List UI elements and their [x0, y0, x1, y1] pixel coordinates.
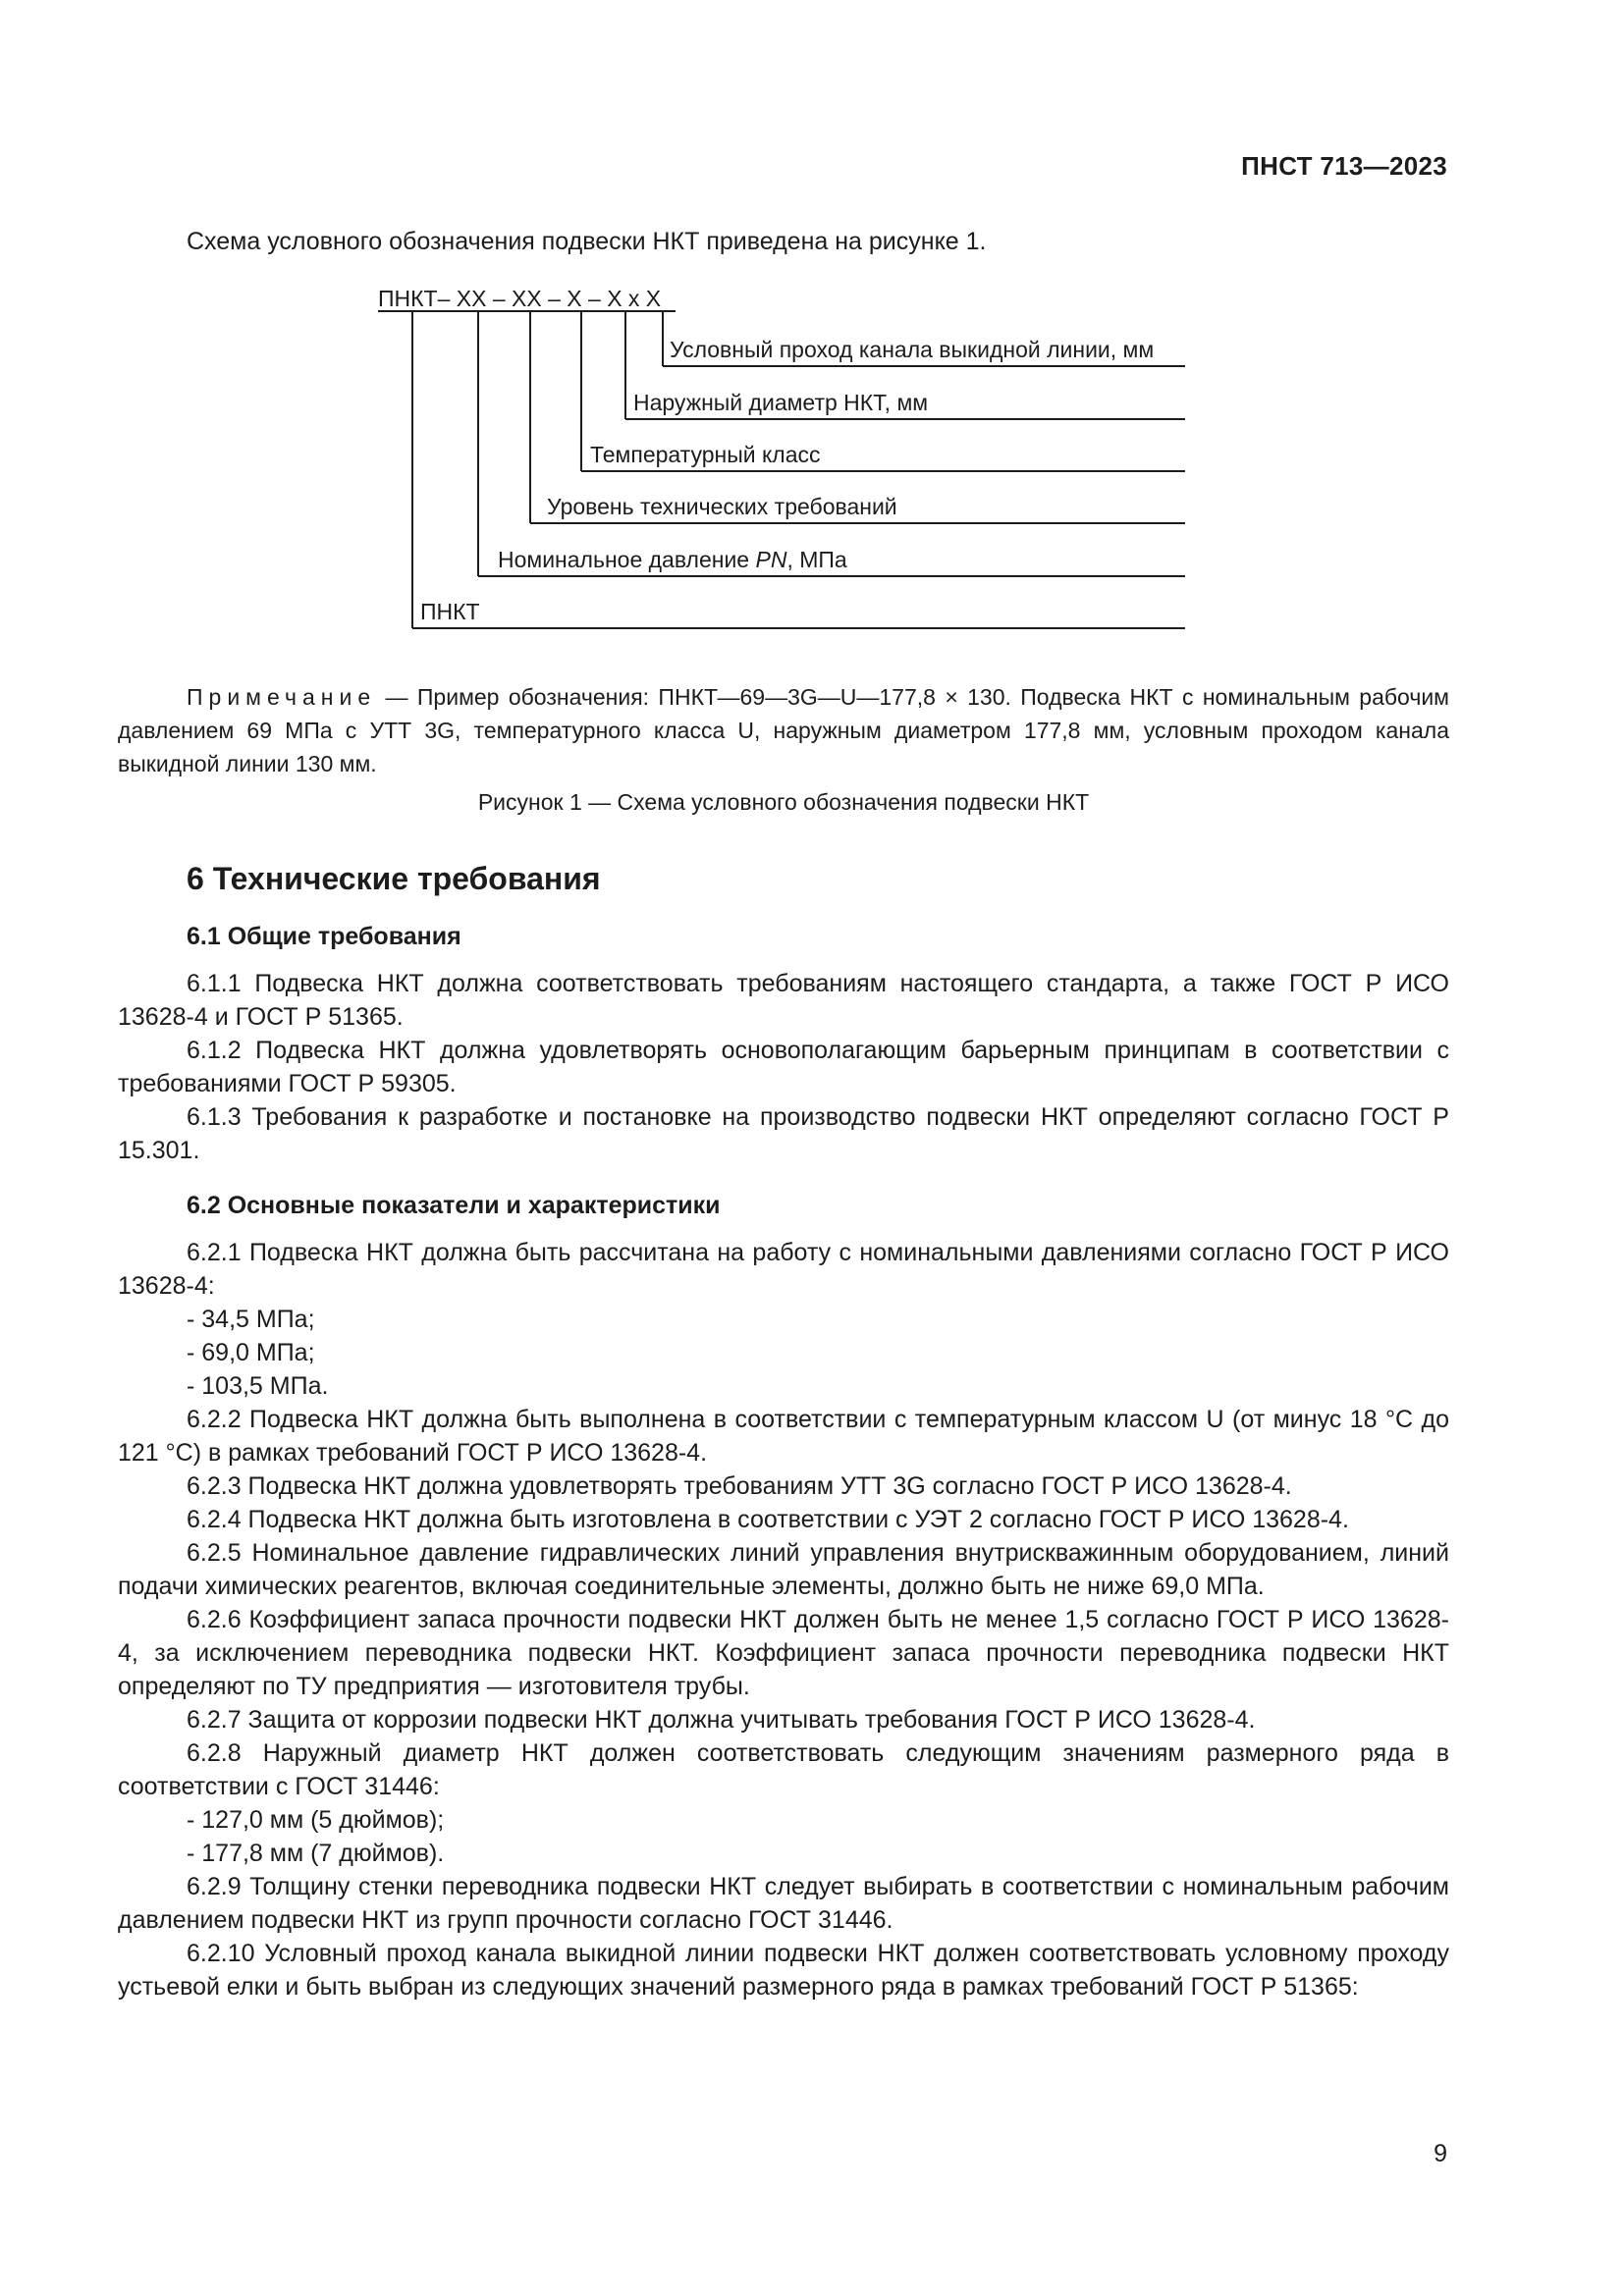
paragraph-6-2-1: 6.2.1 Подвеска НКТ должна быть рассчитана на работу с номинальными давлениями согласно ГОСТ Р ИСО 13628-4: — [118, 1239, 1449, 1300]
paragraph-6-1-1: 6.1.1 Подвеска НКТ должна соответствовать требованиям настоящего стандарта, а также ГОСТ Р ИСО 13628-4 и ГОСТ Р 51365. — [118, 970, 1449, 1031]
list-item-diameter: - 127,0 мм (5 дюймов); — [187, 1806, 445, 1834]
paragraph-6-2-6: 6.2.6 Коэффициент запаса прочности подвески НКТ должен быть не менее 1,5 согласно ГОСТ Р ИСО 13628-4, за исключением переводника подвески НКТ. Коэффициент запаса прочности переводника подвески НКТ определяют по ТУ предприятия — изготовителя трубы. — [118, 1606, 1449, 1700]
list-item-pressure: - 34,5 МПа; — [187, 1306, 315, 1333]
designation-code: ПНКТ– XX – XX – X – X x X — [378, 286, 662, 311]
label-nominal-pressure-text: Номинальное давление — [498, 547, 756, 572]
paragraph-6-1-2: 6.1.2 Подвеска НКТ должна удовлетворять основополагающим барьерным принципам в соответствии с требованиями ГОСТ Р 59305. — [118, 1037, 1449, 1097]
paragraph-6-2-10: 6.2.10 Условный проход канала выкидной линии подвески НКТ должен соответствовать условному проходу устьевой елки и быть выбран из следующих значений размерного ряда в рамках требований ГОСТ Р 51365: — [118, 1940, 1449, 2001]
note-text: — Пример обозначения: ПНКТ—69—3G—U—177,8 × 130. Подвеска НКТ с номинальным рабочим давлением 69 МПа с УТТ 3G, температурного класса U, наружным диаметром 177,8 мм, условным проходом канала выкидной линии 130 мм. — [118, 684, 1449, 776]
paragraph-6-1-3: 6.1.3 Требования к разработке и постановке на производство подвески НКТ определяют согласно ГОСТ Р 15.301. — [118, 1103, 1449, 1164]
paragraph-6-2-3: 6.2.3 Подвеска НКТ должна удовлетворять требованиям УТТ 3G согласно ГОСТ Р ИСО 13628-4. — [187, 1472, 1292, 1500]
paragraph-6-2-2: 6.2.2 Подвеска НКТ должна быть выполнена в соответствии с температурным классом U (от минус 18 °С до 121 °С) в рамках требований ГОСТ Р ИСО 13628-4. — [118, 1406, 1449, 1467]
figure-caption: Рисунок 1 — Схема условного обозначения подвески НКТ — [477, 789, 1090, 815]
paragraph-6-2-4: 6.2.4 Подвеска НКТ должна быть изготовлена в соответствии с УЭТ 2 согласно ГОСТ Р ИСО 13628-4. — [187, 1506, 1349, 1533]
document-id: ПНСТ 713—2023 — [1241, 151, 1447, 181]
figure-note — [118, 680, 1449, 780]
label-temperature-class: Температурный класс — [590, 442, 821, 467]
list-item-diameter: - 177,8 мм (7 дюймов). — [187, 1840, 445, 1867]
subsection-title-6-2: 6.2 Основные показатели и характеристики — [187, 1192, 721, 1219]
paragraph-6-2-8: 6.2.8 Наружный диаметр НКТ должен соответствовать следующим значениям размерного ряда в соответствии с ГОСТ 31446: — [118, 1739, 1449, 1800]
intro-text: Схема условного обозначения подвески НКТ приведена на рисунке 1. — [187, 228, 987, 255]
list-item-pressure: - 69,0 МПа; — [187, 1339, 315, 1366]
note-label: Примечание — [187, 684, 377, 710]
label-outlet-bore: Условный проход канала выкидной линии, мм — [670, 337, 1155, 362]
subsection-title-6-1: 6.1 Общие требования — [187, 923, 461, 950]
paragraph-6-2-9: 6.2.9 Толщину стенки переводника подвески НКТ следует выбирать в соответствии с номинальным рабочим давлением подвески НКТ из групп прочности согласно ГОСТ 31446. — [118, 1873, 1449, 1934]
label-pnkt: ПНКТ — [420, 599, 480, 624]
paragraphs-6-1 — [118, 967, 1449, 1167]
label-tubing-diameter: Наружный диаметр НКТ, мм — [633, 390, 929, 415]
label-pn-unit: , МПа — [786, 547, 847, 572]
label-nominal-pressure — [498, 547, 847, 572]
section-title: 6 Технические требования — [187, 861, 601, 896]
paragraph-6-2-7: 6.2.7 Защита от коррозии подвески НКТ должна учитывать требования ГОСТ Р ИСО 13628-4. — [187, 1706, 1256, 1734]
list-item-pressure: - 103,5 МПа. — [187, 1372, 329, 1400]
paragraphs-6-2 — [118, 1236, 1449, 2003]
label-pn-italic: PN — [755, 547, 787, 572]
paragraph-6-2-5: 6.2.5 Номинальное давление гидравлических линий управления внутрискважинным оборудованием, линий подачи химических реагентов, включая соединительные элементы, должно быть не ниже 69,0 МПа. — [118, 1539, 1449, 1600]
page-number: 9 — [1434, 2140, 1447, 2167]
label-requirement-level: Уровень технических требований — [547, 494, 897, 519]
